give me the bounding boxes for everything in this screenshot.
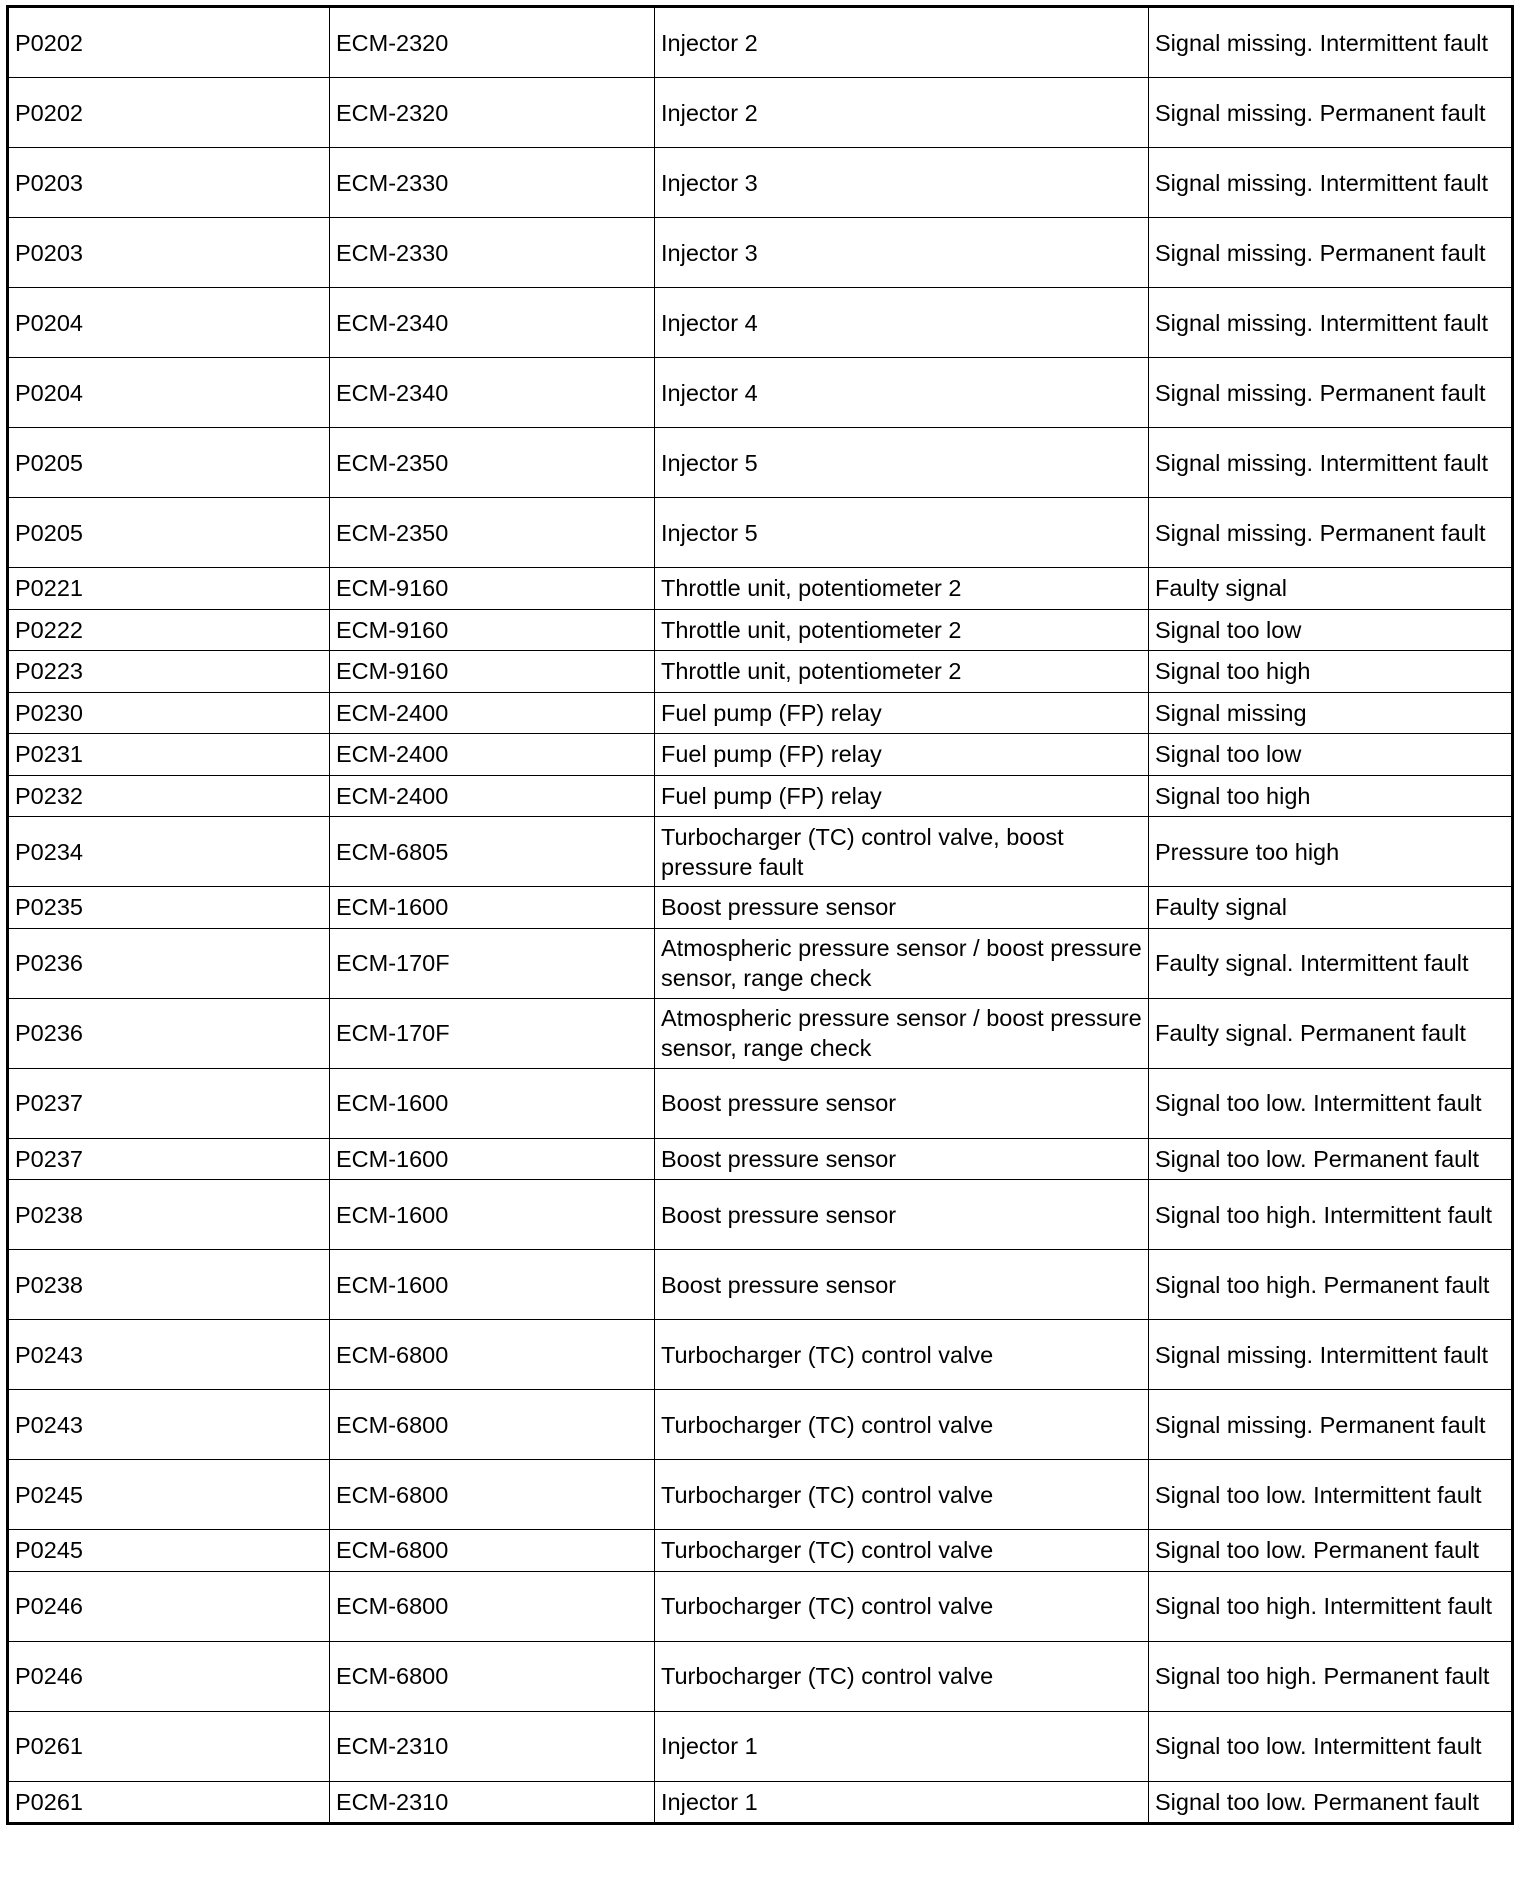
fault-description-cell: Signal too high [1149, 775, 1513, 817]
dtc-code-cell: P0202 [8, 78, 330, 148]
dtc-code-cell: P0203 [8, 148, 330, 218]
dtc-code-cell: P0202 [8, 7, 330, 78]
table-row [8, 428, 1513, 498]
table-row [8, 1641, 1513, 1711]
component-cell: Turbocharger (TC) control valve [655, 1460, 1149, 1530]
component-cell: Injector 1 [655, 1711, 1149, 1781]
component-cell: Injector 4 [655, 288, 1149, 358]
ecm-code-cell: ECM-6800 [330, 1460, 655, 1530]
dtc-code-cell: P0246 [8, 1571, 330, 1641]
fault-description-cell: Signal missing [1149, 692, 1513, 734]
component-cell: Boost pressure sensor [655, 1180, 1149, 1250]
ecm-code-cell: ECM-6800 [330, 1530, 655, 1572]
component-cell: Turbocharger (TC) control valve [655, 1530, 1149, 1572]
fault-description-cell: Signal too low [1149, 734, 1513, 776]
dtc-code-cell: P0204 [8, 288, 330, 358]
component-cell: Fuel pump (FP) relay [655, 692, 1149, 734]
fault-description-cell: Signal too high [1149, 651, 1513, 693]
fault-description-cell: Signal too low [1149, 609, 1513, 651]
table-row [8, 358, 1513, 428]
dtc-table-body [8, 7, 1513, 1824]
ecm-code-cell: ECM-2400 [330, 734, 655, 776]
table-row [8, 817, 1513, 887]
ecm-code-cell: ECM-2310 [330, 1781, 655, 1824]
component-cell: Throttle unit, potentiometer 2 [655, 651, 1149, 693]
dtc-code-cell: P0203 [8, 218, 330, 288]
table-row [8, 692, 1513, 734]
ecm-code-cell: ECM-2400 [330, 692, 655, 734]
table-row [8, 1138, 1513, 1180]
component-cell: Boost pressure sensor [655, 887, 1149, 929]
ecm-code-cell: ECM-1600 [330, 1138, 655, 1180]
component-cell: Turbocharger (TC) control valve [655, 1641, 1149, 1711]
dtc-code-cell: P0234 [8, 817, 330, 887]
dtc-code-cell: P0221 [8, 568, 330, 610]
ecm-code-cell: ECM-6800 [330, 1641, 655, 1711]
ecm-code-cell: ECM-9160 [330, 651, 655, 693]
component-cell: Injector 4 [655, 358, 1149, 428]
dtc-code-cell: P0261 [8, 1781, 330, 1824]
fault-description-cell: Faulty signal. Permanent fault [1149, 998, 1513, 1068]
dtc-code-cell: P0205 [8, 498, 330, 568]
component-cell: Injector 5 [655, 428, 1149, 498]
table-row [8, 1068, 1513, 1138]
fault-description-cell: Signal missing. Intermittent fault [1149, 288, 1513, 358]
ecm-code-cell: ECM-9160 [330, 609, 655, 651]
dtc-code-cell: P0243 [8, 1320, 330, 1390]
fault-description-cell: Signal too high. Permanent fault [1149, 1641, 1513, 1711]
component-cell: Boost pressure sensor [655, 1068, 1149, 1138]
dtc-code-cell: P0238 [8, 1180, 330, 1250]
table-row [8, 288, 1513, 358]
dtc-code-cell: P0236 [8, 998, 330, 1068]
ecm-code-cell: ECM-2310 [330, 1711, 655, 1781]
ecm-code-cell: ECM-9160 [330, 568, 655, 610]
fault-description-cell: Signal missing. Intermittent fault [1149, 148, 1513, 218]
fault-description-cell: Signal missing. Permanent fault [1149, 1390, 1513, 1460]
ecm-code-cell: ECM-2320 [330, 7, 655, 78]
table-row [8, 568, 1513, 610]
dtc-code-cell: P0223 [8, 651, 330, 693]
component-cell: Injector 5 [655, 498, 1149, 568]
table-row [8, 1711, 1513, 1781]
table-row [8, 1460, 1513, 1530]
table-row [8, 775, 1513, 817]
fault-description-cell: Signal too high. Intermittent fault [1149, 1571, 1513, 1641]
table-row [8, 1320, 1513, 1390]
component-cell: Boost pressure sensor [655, 1138, 1149, 1180]
dtc-code-cell: P0237 [8, 1068, 330, 1138]
ecm-code-cell: ECM-170F [330, 928, 655, 998]
ecm-code-cell: ECM-1600 [330, 1250, 655, 1320]
component-cell: Atmospheric pressure sensor / boost pressure sensor, range check [655, 928, 1149, 998]
fault-description-cell: Signal too low. Permanent fault [1149, 1530, 1513, 1572]
table-row [8, 1390, 1513, 1460]
fault-description-cell: Signal too low. Intermittent fault [1149, 1460, 1513, 1530]
fault-description-cell: Signal missing. Permanent fault [1149, 358, 1513, 428]
table-row [8, 1180, 1513, 1250]
fault-description-cell: Signal too high. Permanent fault [1149, 1250, 1513, 1320]
component-cell: Boost pressure sensor [655, 1250, 1149, 1320]
ecm-code-cell: ECM-2330 [330, 148, 655, 218]
table-row [8, 78, 1513, 148]
fault-description-cell: Signal missing. Permanent fault [1149, 218, 1513, 288]
dtc-code-cell: P0245 [8, 1530, 330, 1572]
dtc-code-cell: P0231 [8, 734, 330, 776]
dtc-code-cell: P0238 [8, 1250, 330, 1320]
component-cell: Throttle unit, potentiometer 2 [655, 609, 1149, 651]
ecm-code-cell: ECM-2350 [330, 428, 655, 498]
component-cell: Turbocharger (TC) control valve, boost pressure fault [655, 817, 1149, 887]
table-row [8, 734, 1513, 776]
dtc-code-cell: P0230 [8, 692, 330, 734]
ecm-code-cell: ECM-6805 [330, 817, 655, 887]
ecm-code-cell: ECM-1600 [330, 887, 655, 929]
component-cell: Injector 1 [655, 1781, 1149, 1824]
table-row [8, 148, 1513, 218]
dtc-code-cell: P0261 [8, 1711, 330, 1781]
dtc-code-cell: P0205 [8, 428, 330, 498]
ecm-code-cell: ECM-2400 [330, 775, 655, 817]
fault-description-cell: Signal too low. Intermittent fault [1149, 1068, 1513, 1138]
component-cell: Atmospheric pressure sensor / boost pressure sensor, range check [655, 998, 1149, 1068]
ecm-code-cell: ECM-2320 [330, 78, 655, 148]
dtc-table [6, 5, 1514, 1825]
ecm-code-cell: ECM-1600 [330, 1068, 655, 1138]
dtc-code-cell: P0204 [8, 358, 330, 428]
ecm-code-cell: ECM-2330 [330, 218, 655, 288]
ecm-code-cell: ECM-2340 [330, 358, 655, 428]
component-cell: Fuel pump (FP) relay [655, 775, 1149, 817]
ecm-code-cell: ECM-170F [330, 998, 655, 1068]
fault-description-cell: Signal too low. Permanent fault [1149, 1781, 1513, 1824]
fault-description-cell: Signal missing. Intermittent fault [1149, 7, 1513, 78]
component-cell: Throttle unit, potentiometer 2 [655, 568, 1149, 610]
fault-description-cell: Signal missing. Permanent fault [1149, 498, 1513, 568]
component-cell: Turbocharger (TC) control valve [655, 1320, 1149, 1390]
fault-description-cell: Pressure too high [1149, 817, 1513, 887]
component-cell: Injector 3 [655, 218, 1149, 288]
component-cell: Injector 3 [655, 148, 1149, 218]
fault-description-cell: Signal too low. Intermittent fault [1149, 1711, 1513, 1781]
component-cell: Turbocharger (TC) control valve [655, 1571, 1149, 1641]
table-row [8, 498, 1513, 568]
table-row [8, 218, 1513, 288]
table-row [8, 651, 1513, 693]
fault-description-cell: Signal missing. Intermittent fault [1149, 1320, 1513, 1390]
dtc-code-cell: P0246 [8, 1641, 330, 1711]
ecm-code-cell: ECM-1600 [330, 1180, 655, 1250]
fault-description-cell: Faulty signal [1149, 568, 1513, 610]
dtc-code-cell: P0232 [8, 775, 330, 817]
fault-description-cell: Signal missing. Intermittent fault [1149, 428, 1513, 498]
ecm-code-cell: ECM-2340 [330, 288, 655, 358]
dtc-code-cell: P0237 [8, 1138, 330, 1180]
fault-description-cell: Signal too low. Permanent fault [1149, 1138, 1513, 1180]
table-row [8, 928, 1513, 998]
component-cell: Fuel pump (FP) relay [655, 734, 1149, 776]
ecm-code-cell: ECM-2350 [330, 498, 655, 568]
component-cell: Turbocharger (TC) control valve [655, 1390, 1149, 1460]
table-row [8, 998, 1513, 1068]
component-cell: Injector 2 [655, 7, 1149, 78]
fault-description-cell: Faulty signal [1149, 887, 1513, 929]
dtc-code-cell: P0235 [8, 887, 330, 929]
table-row [8, 887, 1513, 929]
table-row [8, 1250, 1513, 1320]
ecm-code-cell: ECM-6800 [330, 1390, 655, 1460]
fault-description-cell: Signal missing. Permanent fault [1149, 78, 1513, 148]
table-row [8, 1781, 1513, 1824]
ecm-code-cell: ECM-6800 [330, 1571, 655, 1641]
dtc-code-cell: P0236 [8, 928, 330, 998]
table-row [8, 7, 1513, 78]
table-row [8, 1571, 1513, 1641]
dtc-code-cell: P0243 [8, 1390, 330, 1460]
ecm-code-cell: ECM-6800 [330, 1320, 655, 1390]
table-row [8, 609, 1513, 651]
component-cell: Injector 2 [655, 78, 1149, 148]
fault-description-cell: Faulty signal. Intermittent fault [1149, 928, 1513, 998]
dtc-code-cell: P0245 [8, 1460, 330, 1530]
fault-description-cell: Signal too high. Intermittent fault [1149, 1180, 1513, 1250]
table-row [8, 1530, 1513, 1572]
dtc-code-cell: P0222 [8, 609, 330, 651]
